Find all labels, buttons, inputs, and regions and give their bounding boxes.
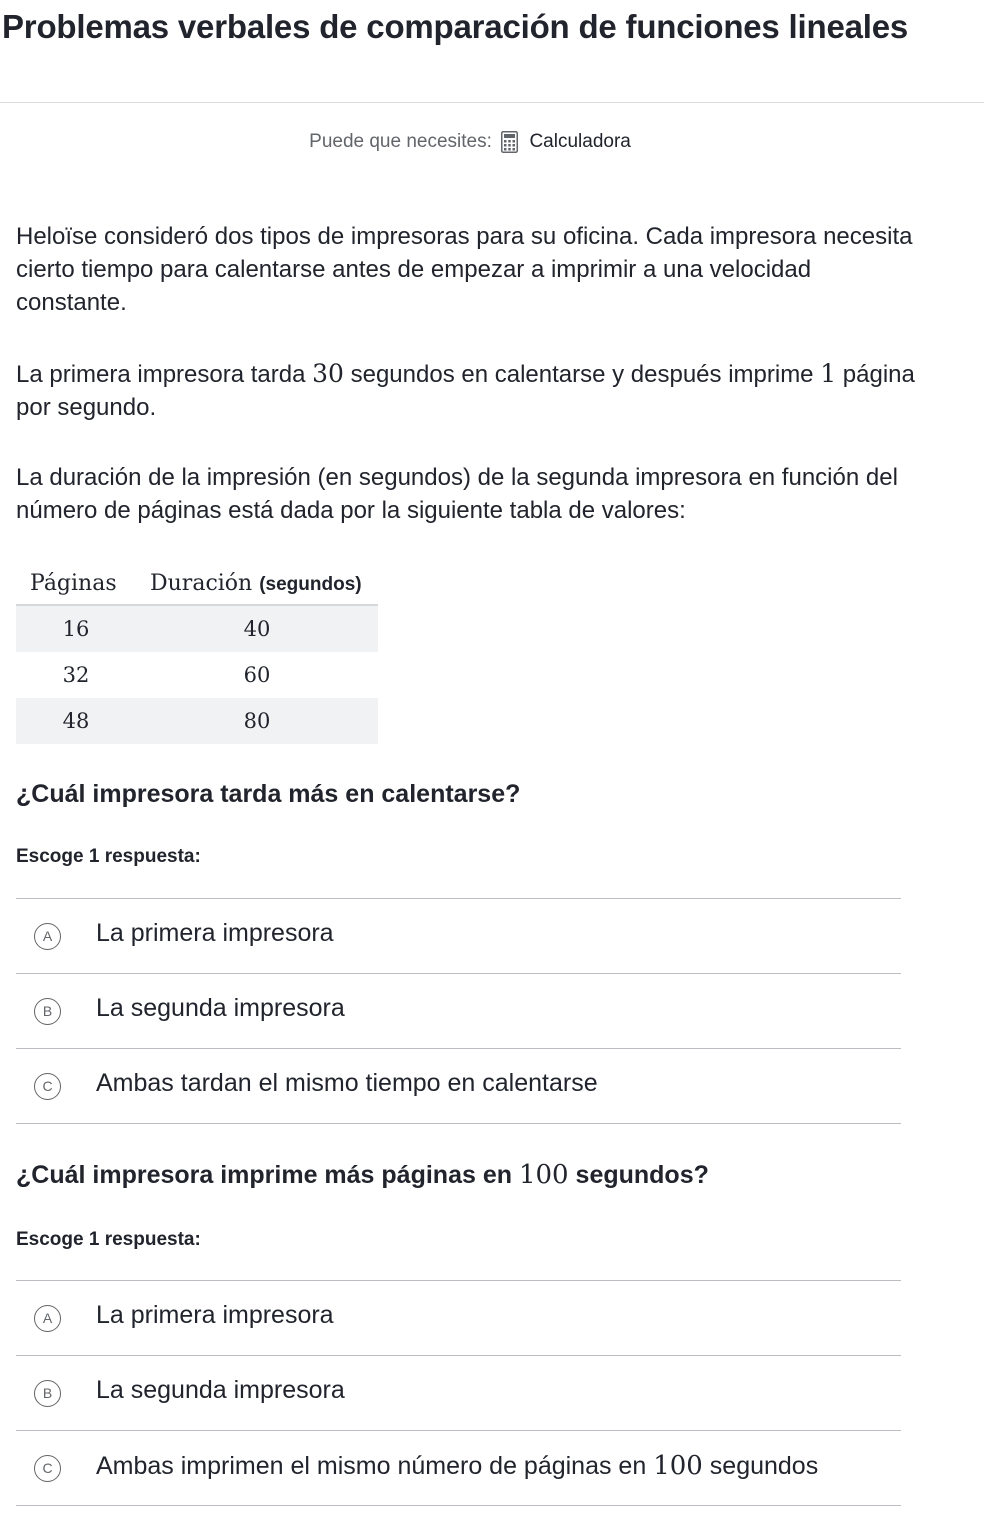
p2-text-a: La primera impresora tarda: [16, 361, 313, 388]
q2-prompt-a: ¿Cuál impresora imprime más páginas en: [16, 1161, 519, 1189]
choice-letter-c: C: [34, 1073, 61, 1100]
choice-letter-b: B: [34, 998, 61, 1025]
choice-letter-c: C: [34, 1455, 61, 1482]
intro-paragraph-1: Heloïse consideró dos tipos de impresoras para su oficina. Cada impresora necesita cierto tiempo para calentarse antes de empezar a imprimir a una velocidad constante.: [16, 223, 913, 316]
values-table: [16, 562, 378, 744]
q2-seconds-value: 100: [518, 1160, 569, 1190]
q2-choice-b[interactable]: [16, 1356, 901, 1431]
header-duration-unit: (segundos): [259, 573, 362, 595]
table-cell-pages: 32: [62, 663, 90, 687]
question-2-instruction: Escoge 1 respuesta:: [16, 1229, 201, 1250]
calculator-link[interactable]: Calculadora: [529, 131, 631, 152]
p2-text-b: segundos en calentarse y después imprime: [343, 361, 821, 388]
q1-choice-c[interactable]: [16, 1049, 901, 1124]
choice-text: La segunda impresora: [96, 994, 345, 1022]
choice-text: [96, 1451, 818, 1481]
intro-paragraph-3: La duración de la impresión (en segundos) de la segunda impresora en función del número de páginas está dada por la siguiente tabla de valores:: [16, 464, 898, 524]
p2-text-c: página por segundo.: [16, 361, 915, 421]
intro-paragraph-2: [16, 357, 926, 424]
calculator-icon[interactable]: [501, 131, 518, 153]
q2-choice-c[interactable]: [16, 1431, 901, 1506]
table-row: [16, 605, 378, 652]
table-row: [16, 652, 378, 698]
table-cell-duration: 40: [136, 605, 378, 652]
header-duration: [136, 562, 378, 605]
page-title: Problemas verbales de comparación de funciones lineales: [2, 8, 909, 45]
choice-seconds-value: 100: [653, 1451, 703, 1481]
table-row: [16, 698, 378, 744]
choice-letter-b: B: [34, 1380, 61, 1407]
question-1-prompt: ¿Cuál impresora tarda más en calentarse?: [16, 780, 521, 808]
warmup-seconds-value: 30: [312, 359, 344, 388]
question-2-choices: [16, 1280, 901, 1506]
question-1-choices: [16, 898, 901, 1124]
choice-text: La segunda impresora: [96, 1376, 345, 1404]
choice-text: Ambas tardan el mismo tiempo en calentarse: [96, 1069, 598, 1097]
header-duration-label: Duración: [150, 570, 253, 596]
print-rate-value: 1: [820, 359, 837, 388]
question-2-prompt: [16, 1160, 709, 1190]
table-cell-duration: 80: [136, 698, 378, 744]
q2-choice-a[interactable]: [16, 1281, 901, 1356]
choice-text-a: Ambas imprimen el mismo número de páginas en: [96, 1452, 654, 1480]
choice-text: La primera impresora: [96, 1301, 334, 1329]
title-divider: [0, 102, 984, 103]
q2-prompt-b: segundos?: [568, 1161, 709, 1189]
tools-hint: [0, 131, 940, 153]
question-1-instruction: Escoge 1 respuesta:: [16, 846, 201, 867]
table-cell-pages: 48: [16, 698, 136, 744]
choice-text: La primera impresora: [96, 919, 334, 947]
table-cell-duration: 60: [243, 663, 271, 687]
tools-label: Puede que necesites:: [309, 131, 492, 152]
choice-text-b: segundos: [702, 1452, 819, 1480]
choice-letter-a: A: [34, 1305, 61, 1332]
table-header-row: [16, 562, 378, 605]
table-cell-pages: 16: [16, 605, 136, 652]
q1-choice-a[interactable]: [16, 899, 901, 974]
q1-choice-b[interactable]: [16, 974, 901, 1049]
choice-letter-a: A: [34, 923, 61, 950]
header-pages: Páginas: [16, 562, 136, 605]
